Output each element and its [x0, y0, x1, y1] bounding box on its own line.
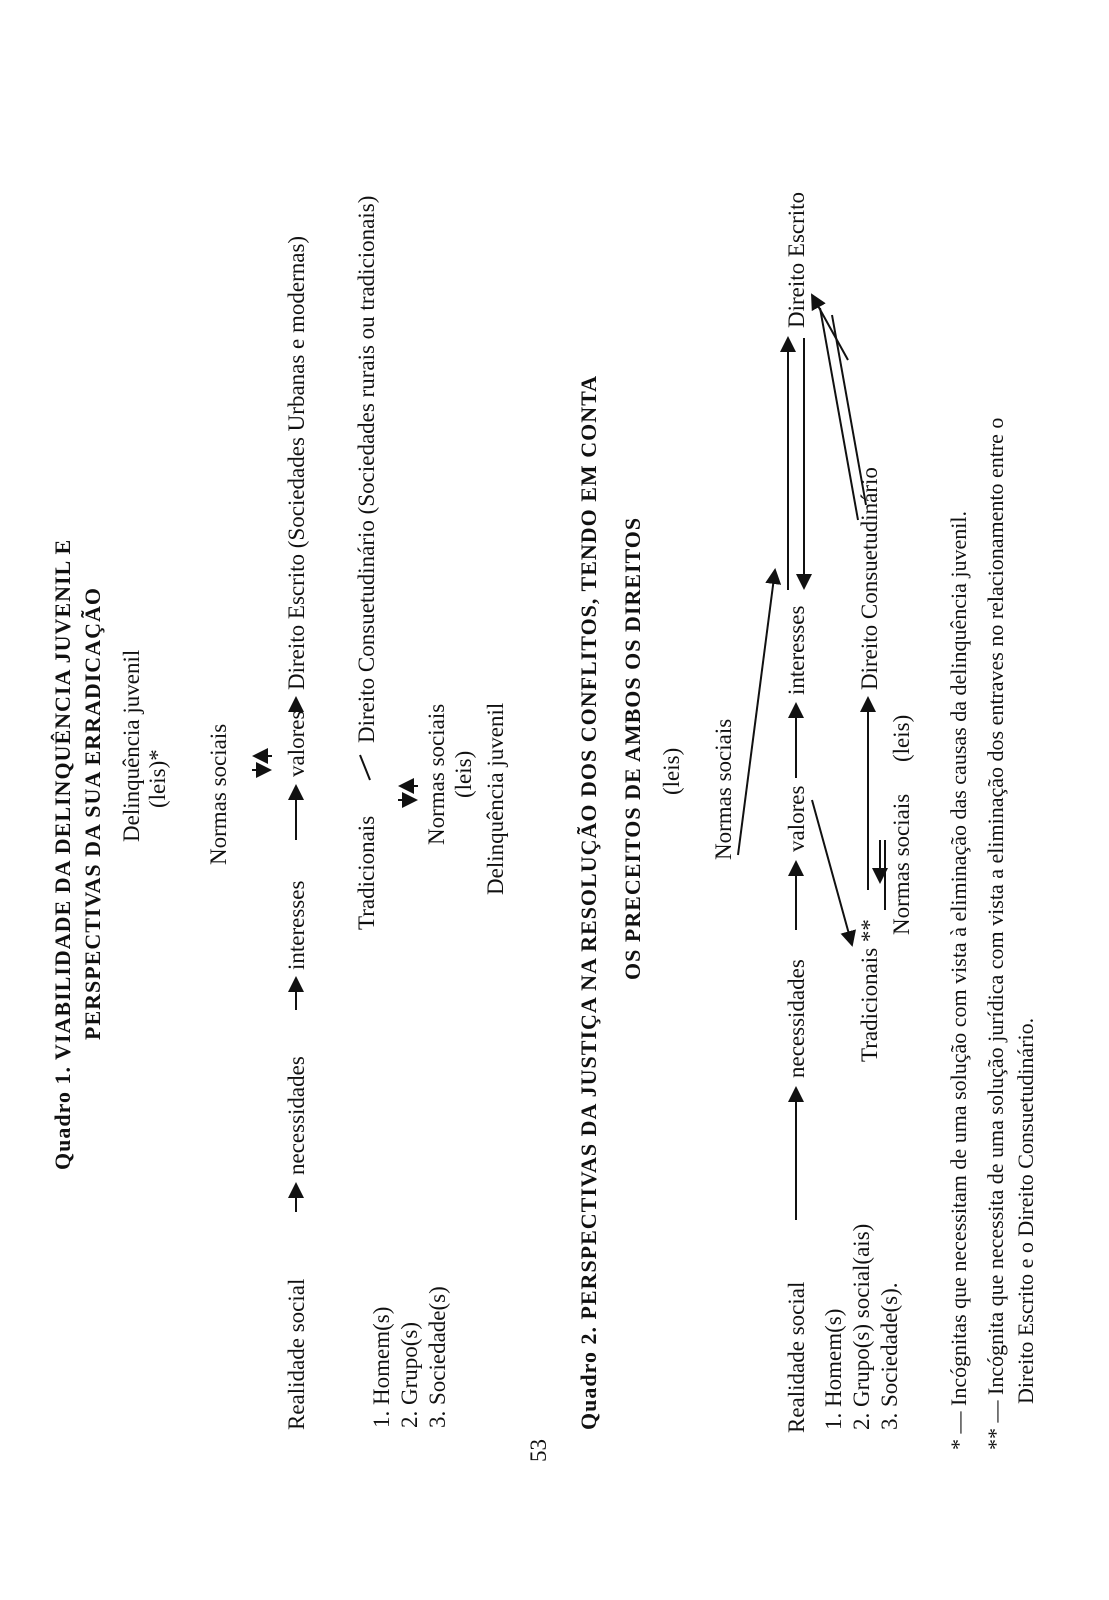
- q2-realidade-social: Realidade social: [784, 1281, 809, 1433]
- q1-tradicionais: Tradicionais: [354, 815, 379, 930]
- q2-line-consuetudinario-direito-2: [832, 315, 866, 505]
- footnote-2-line1: ** — Incógnita que necessita de uma solução jurídica com vista a eliminação dos entraves no relacionamento entre o: [983, 417, 1008, 1450]
- q1-realidade-social: Realidade social: [284, 1278, 309, 1430]
- q1-direito-escrito: Direito Escrito (Sociedades Urbanas e modernas): [284, 235, 309, 690]
- footnote-1: * — Incógnitas que necessitam de uma solução com vista à eliminação das causas da delinquência juvenil.: [946, 511, 971, 1450]
- q2-arrow-valores-tradicionais: [812, 800, 852, 945]
- q1-list-item-2: 2. Grupo(s): [397, 1321, 422, 1428]
- q2-leis-bottom: (leis): [889, 714, 914, 762]
- q1-direito-consuetudinario: Direito Consuetudinário (Sociedades rurais ou tradicionais): [354, 195, 379, 743]
- q2-interesses: interesses: [784, 605, 809, 695]
- q2-normas-top: Normas sociais: [711, 718, 736, 860]
- q2-necessidades: necessidades: [784, 959, 809, 1078]
- quadro2-title-line2: OS PRECEITOS DE AMBOS OS DIREITOS: [620, 516, 645, 980]
- q2-line-consuetudinario-direito-1: [820, 308, 858, 520]
- q1-necessidades: necessidades: [284, 1056, 309, 1175]
- q1-list-item-1: 1. Homem(s): [369, 1306, 394, 1428]
- q2-arrow-normas-interesses: [738, 570, 775, 855]
- q1-interesses: interesses: [284, 880, 309, 970]
- q1-normas-top: Normas sociais: [206, 723, 231, 865]
- footnote-2-line2: Direito Escrito e o Direito Consuetudinário.: [1013, 1017, 1038, 1404]
- q1-leis-top: (leis)*: [145, 749, 170, 808]
- q1-valores: valores: [284, 710, 309, 777]
- q2-direito-consuetudinario: Direito Consuetudinário: [857, 467, 882, 690]
- q1-dash-tradicionais: [360, 755, 370, 780]
- q2-tradicionais: Tradicionais **: [857, 919, 882, 1062]
- q2-list-item-1: 1. Homem(s): [821, 1308, 846, 1430]
- quadro1-title-line2: PERSPECTIVAS DA SUA ERRADICAÇÃO: [80, 587, 105, 1040]
- quadro2-title-line1: Quadro 2. PERSPECTIVAS DA JUSTIÇA NA RESOLUÇÃO DOS CONFLITOS, TENDO EM CONTA: [576, 374, 601, 1430]
- q2-arrow-consuetudinario-direito: [812, 295, 848, 360]
- quadro1-title-line1: Quadro 1. VIABILIDADE DA DELINQUÊNCIA JUVENIL E: [50, 538, 75, 1170]
- q1-normas-bottom: Normas sociais: [424, 703, 449, 845]
- q1-list-item-3: 3. Sociedade(s): [425, 1286, 450, 1428]
- q2-direito-escrito: Direito Escrito: [784, 191, 809, 328]
- q2-list-item-3: 3. Sociedade(s).: [877, 1282, 902, 1430]
- page-number: 53: [526, 1439, 551, 1462]
- q1-delinquencia-top: Delinquência juvenil: [119, 649, 144, 842]
- q2-valores: valores: [784, 785, 809, 852]
- q2-normas-bottom: Normas sociais: [889, 793, 914, 935]
- q2-list-item-2: 2. Grupo(s) social(ais): [849, 1223, 874, 1430]
- q2-leis-top: (leis): [659, 747, 684, 795]
- q1-delinquencia-bottom: Delinquência juvenil: [483, 702, 508, 895]
- q1-leis-bottom: (leis): [451, 750, 476, 798]
